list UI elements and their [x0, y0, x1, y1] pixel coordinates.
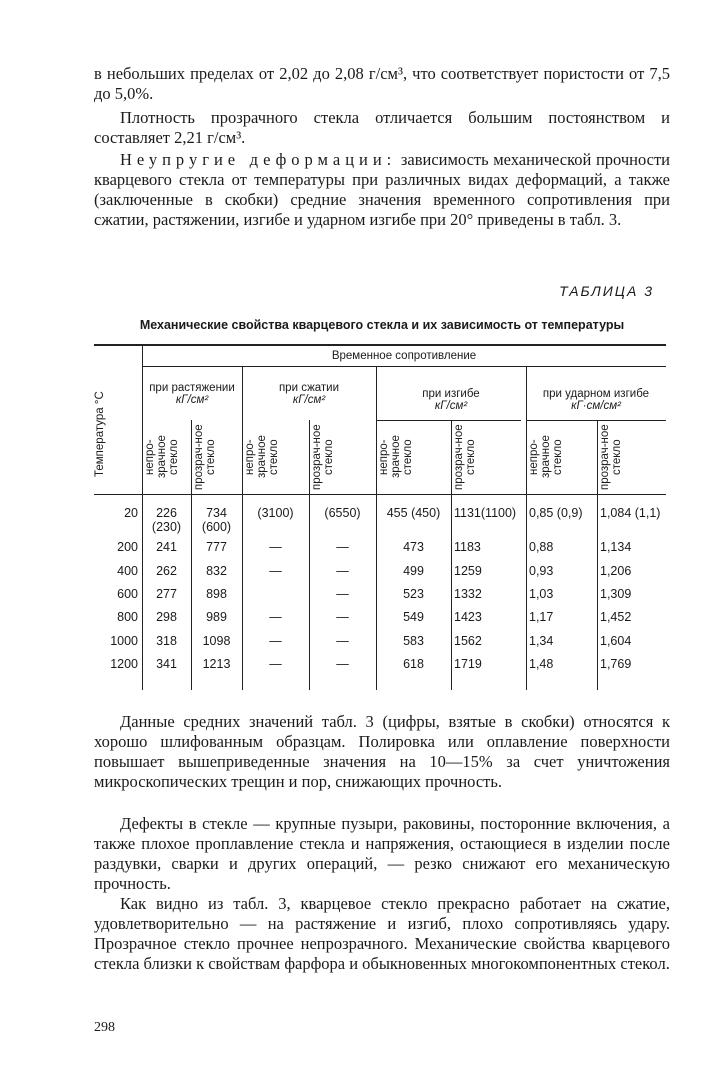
table-cell: 499 [403, 564, 424, 578]
table-cell: 1423 [454, 610, 482, 624]
table-cell: 618 [403, 657, 424, 671]
paragraph-inelastic [94, 150, 670, 230]
table-cell: 1562 [454, 634, 482, 648]
table-cell: — [336, 564, 349, 578]
table-cell: 1,17 [529, 610, 554, 624]
table-cell: 226 (230) [151, 506, 182, 534]
table-cell-temperature: 400 [117, 564, 138, 578]
table-cell: 1,03 [529, 587, 554, 601]
table-cell: 1332 [454, 587, 482, 601]
table-cell: — [269, 564, 282, 578]
table-cell: 341 [156, 657, 177, 671]
table-cell: 1719 [454, 657, 482, 671]
table-cell: 1183 [454, 540, 481, 554]
table-cell: (3100) [257, 506, 294, 520]
table-cell: 1,769 [600, 657, 632, 671]
table-cell: — [269, 610, 282, 624]
paragraph-defects: Дефекты в стекле — крупные пузыри, раковины, посторонние включения, а также плохое проплавление стекла и напряжения, остающиеся в изделии после раздувки, сварки и других операций, — резко снижают его механическую прочность. [94, 814, 670, 893]
table-cell: 989 [206, 610, 227, 624]
table-cell: — [336, 587, 349, 601]
table-cell: 1131(1100) [454, 506, 517, 520]
header-bending: при изгибе кГ/см² [422, 388, 480, 412]
table-cell: 1,604 [600, 634, 632, 648]
sub-opaque-compression: непро-зрачное стекло [244, 435, 280, 479]
table-caption: Механические свойства кварцевого стекла и их зависимость от температуры [139, 318, 625, 332]
table-cell: 277 [156, 587, 177, 601]
sub-opaque-tension: непро-зрачное стекло [144, 435, 180, 479]
table-cell-temperature: 200 [117, 540, 138, 554]
header-tension: при растяжении кГ/см² [149, 382, 235, 406]
paragraph-porosity: в небольших пределах от 2,02 до 2,08 г/см³, что соответствует пористости от 7,5 до 5,0%. [94, 64, 670, 103]
table-cell: 1,48 [529, 657, 554, 671]
table-cell: — [336, 657, 349, 671]
table-cell: 241 [156, 540, 177, 554]
paragraph-inelastic-text: зависимость механической прочности кварцевого стекла от температуры при различных видах деформаций, а также (заключенные в скобки) средние значения временного сопротивления при сжатии, растяжении, изгибе и ударном изгибе при 20° приведены в табл. 3. [94, 150, 671, 229]
table-cell: 455 (450) [386, 506, 441, 520]
mechanical-properties-table [94, 344, 666, 690]
sub-clear-impact: прозрач-ное стекло [599, 424, 623, 490]
table-cell: 777 [206, 540, 227, 554]
table-cell: 1098 [202, 634, 231, 648]
table-cell: 298 [156, 610, 177, 624]
term-inelastic-deformations: Неупругие деформации: [120, 150, 397, 169]
header-compression: при сжатии кГ/см² [278, 382, 340, 406]
table-cell: 1,452 [600, 610, 632, 624]
table-cell: 0,93 [529, 564, 554, 578]
table-cell: 0,85 (0,9) [529, 506, 583, 520]
table-cell: — [336, 610, 349, 624]
paragraph-density: Плотность прозрачного стекла отличается большим постоянством и составляет 2,21 г/см³. [94, 108, 670, 147]
table-cell: 898 [206, 587, 227, 601]
table-cell: 1,206 [600, 564, 632, 578]
table-cell: 549 [403, 610, 424, 624]
paragraph-conclusion: Как видно из табл. 3, кварцевое стекло прекрасно работает на сжатие, удовлетворительно — на растяжение и изгиб, плохо сопротивляясь удару. Прозрачное стекло прочнее непрозрачного. Механические свойства кварцевого стекла близки к свойствам фарфора и обыкновенных многокомпонентных стекол. [94, 894, 670, 973]
table-cell: — [336, 540, 349, 554]
table-cell-temperature: 1200 [110, 657, 138, 671]
table-cell: — [336, 634, 349, 648]
table-cell-temperature: 600 [117, 587, 138, 601]
page-number: 298 [94, 1020, 115, 1035]
table-cell: 832 [206, 564, 227, 578]
table-cell: 473 [403, 540, 424, 554]
table-cell: 1259 [454, 564, 482, 578]
table-cell: 1,309 [600, 587, 632, 601]
table-cell: 318 [156, 634, 177, 648]
sub-clear-compression: прозрач-ное стекло [311, 424, 335, 490]
table-cell: 583 [403, 634, 424, 648]
table-cell: — [269, 634, 282, 648]
table-cell: 523 [403, 587, 424, 601]
table-cell: 1,34 [529, 634, 554, 648]
header-temporary-resistance: Временное сопротивление [331, 350, 477, 362]
table-cell: (6550) [324, 506, 361, 520]
table-cell: 0,88 [529, 540, 554, 554]
sub-clear-tension: прозрач-ное стекло [193, 424, 217, 490]
table-cell-temperature: 20 [124, 506, 138, 520]
table-cell-temperature: 1000 [110, 634, 138, 648]
sub-clear-bending: прозрач-ное стекло [453, 424, 477, 490]
table-cell: 1,134 [600, 540, 632, 554]
table-cell: — [269, 540, 282, 554]
paragraph-average-values: Данные средних значений табл. 3 (цифры, взятые в скобки) относятся к хорошо шлифованным образцам. Полировка или оплавление поверхности повышает вышеприведенные значения на 10—15% за счет уничтожения микроскопических трещин и пор, снижающих прочность. [94, 712, 670, 791]
header-temperature: Температура °С [94, 391, 106, 477]
table-cell: 262 [156, 564, 177, 578]
table-cell: — [269, 657, 282, 671]
sub-opaque-bending: непро-зрачное стекло [378, 435, 414, 479]
table-cell: 1,084 (1,1) [600, 506, 661, 520]
sub-opaque-impact: непро-зрачное стекло [528, 435, 564, 479]
table-cell: 1213 [202, 657, 231, 671]
table-cell: 734 (600) [201, 506, 232, 534]
table-cell-temperature: 800 [117, 610, 138, 624]
table-number: ТАБЛИЦА 3 [559, 283, 654, 299]
header-impact-bending: при ударном изгибе кГ·см/см² [542, 388, 650, 412]
